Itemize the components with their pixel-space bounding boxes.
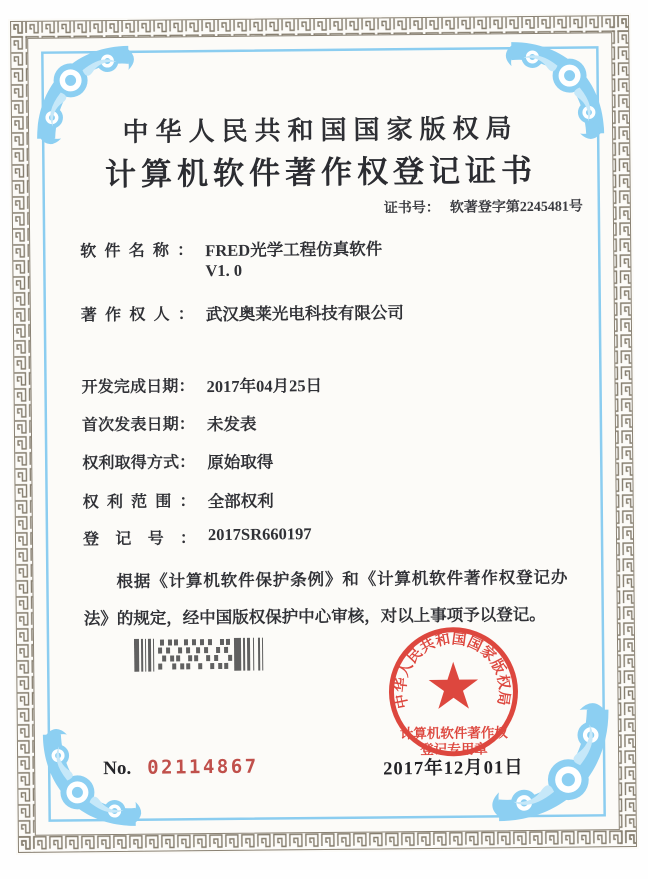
serial-number-line [103, 756, 259, 780]
field-label: 软件名称： [80, 242, 194, 261]
field-value: 2017SR660197 [207, 524, 312, 545]
field-label: 首次发表日期： [81, 416, 195, 435]
registration-statement: 根据《计算机软件保护条例》和《计算机软件著作权登记办法》的规定，经中国版权保护中心审核，对以上事项予以登记。 [83, 567, 568, 629]
field-completion-date [81, 372, 322, 398]
field-value: 原始取得 [207, 452, 274, 473]
field-label: 权利范围： [82, 493, 196, 512]
field-label: 开发完成日期： [81, 378, 195, 397]
field-rights-scope [83, 487, 274, 513]
field-value: 全部权利 [207, 491, 274, 512]
pdf417-barcode [134, 637, 276, 671]
field-label: 登记号： [82, 530, 197, 549]
field-value: 2017年04月25日 [206, 376, 323, 397]
seal-ring-text: 中华人民共和国国家版权局 [393, 631, 512, 710]
issuer-title: 中华人民共和国国家版权局 [122, 114, 519, 147]
seal-date: 2017年12月01日 [383, 758, 524, 780]
field-registration-number [83, 524, 312, 549]
certificate-title: 计算机软件著作权登记证书 [104, 152, 538, 193]
field-value: 武汉奥莱光电科技有限公司 [205, 303, 404, 325]
official-red-seal [377, 615, 530, 768]
field-acquisition-method [82, 448, 273, 474]
serial-number-value: 02114867 [147, 755, 259, 779]
software-version: V1. 0 [205, 260, 243, 281]
seal-line2: 登记专用章 [420, 741, 488, 758]
field-first-publication [82, 411, 257, 437]
field-label: 著作权人： [80, 306, 194, 325]
seal-star-icon [428, 662, 478, 709]
field-value: 未发表 [206, 414, 257, 435]
certificate [8, 13, 639, 855]
seal-line1: 计算机软件著作权 [399, 725, 508, 742]
certificate-number-label: 证书号： [383, 200, 440, 217]
certificate-number-line [384, 196, 583, 218]
certificate-number-value: 软著登字第2245481号 [449, 199, 583, 216]
field-label: 权利取得方式： [82, 454, 196, 473]
field-value: FRED光学工程仿真软件 V1. 0 [205, 239, 383, 281]
serial-number-label: No. [103, 757, 132, 780]
field-software-name [80, 235, 382, 282]
field-copyright-owner [81, 299, 404, 326]
